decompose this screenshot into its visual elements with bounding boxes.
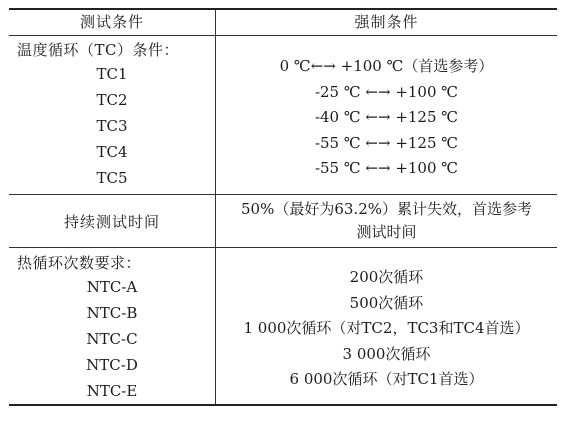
tc-conditions-cell (9, 36, 216, 194)
tc-temperature-range: 0 ℃←→ +100 ℃（首选参考） (279, 57, 494, 75)
ntc-item: NTC-A (86, 278, 138, 296)
ntc-cycle-count: 6 000次循环（对TC1首选） (289, 370, 484, 388)
tc-temperature-range: -55 ℃ ←→ +125 ℃ (314, 133, 459, 152)
ntc-item: NTC-E (86, 382, 138, 400)
tc-temperature-range: -25 ℃ ←→ +100 ℃ (314, 82, 459, 101)
duration-requirement-cell (216, 195, 557, 247)
ntc-cycles-cell (216, 248, 557, 404)
tc-temperature-range: -40 ℃ ←→ +125 ℃ (314, 108, 459, 126)
tc-item: TC4 (96, 143, 128, 161)
test-conditions-table (9, 8, 557, 406)
duration-label: 持续测试时间 (63, 212, 160, 231)
tc-temperature-ranges-cell (216, 36, 557, 194)
header-row (9, 10, 557, 35)
ntc-row (9, 247, 557, 404)
ntc-item: NTC-C (86, 330, 138, 348)
tc-temperature-range: -55 ℃ ←→ +100 ℃ (314, 159, 459, 177)
duration-label-cell (9, 195, 216, 247)
header-mandatory-conditions: 强制条件 (354, 13, 419, 31)
ntc-cycle-count: 200次循环 (349, 268, 424, 286)
tc-item: TC3 (96, 117, 128, 135)
ntc-item: NTC-D (86, 356, 138, 374)
ntc-cycle-count: 1 000次循环（对TC2，TC3和TC4首选） (243, 319, 530, 337)
ntc-conditions-cell (9, 248, 216, 404)
ntc-item: NTC-B (86, 304, 138, 322)
tc-item: TC2 (96, 91, 128, 109)
ntc-title: 热循环次数要求： (17, 254, 142, 272)
duration-requirement-line: 50%（最好为63.2%）累计失效，首选参考 (241, 200, 532, 218)
header-test-conditions: 测试条件 (9, 10, 216, 35)
duration-requirement-line: 测试时间 (356, 223, 417, 241)
duration-row (9, 194, 557, 247)
ntc-cycle-count: 3 000次循环 (342, 344, 431, 363)
tc-item: TC5 (96, 169, 128, 187)
tc-row (9, 35, 557, 194)
ntc-cycle-count: 500次循环 (349, 293, 424, 312)
tc-title: 温度循环（TC）条件： (17, 41, 179, 59)
tc-item: TC1 (96, 65, 128, 83)
